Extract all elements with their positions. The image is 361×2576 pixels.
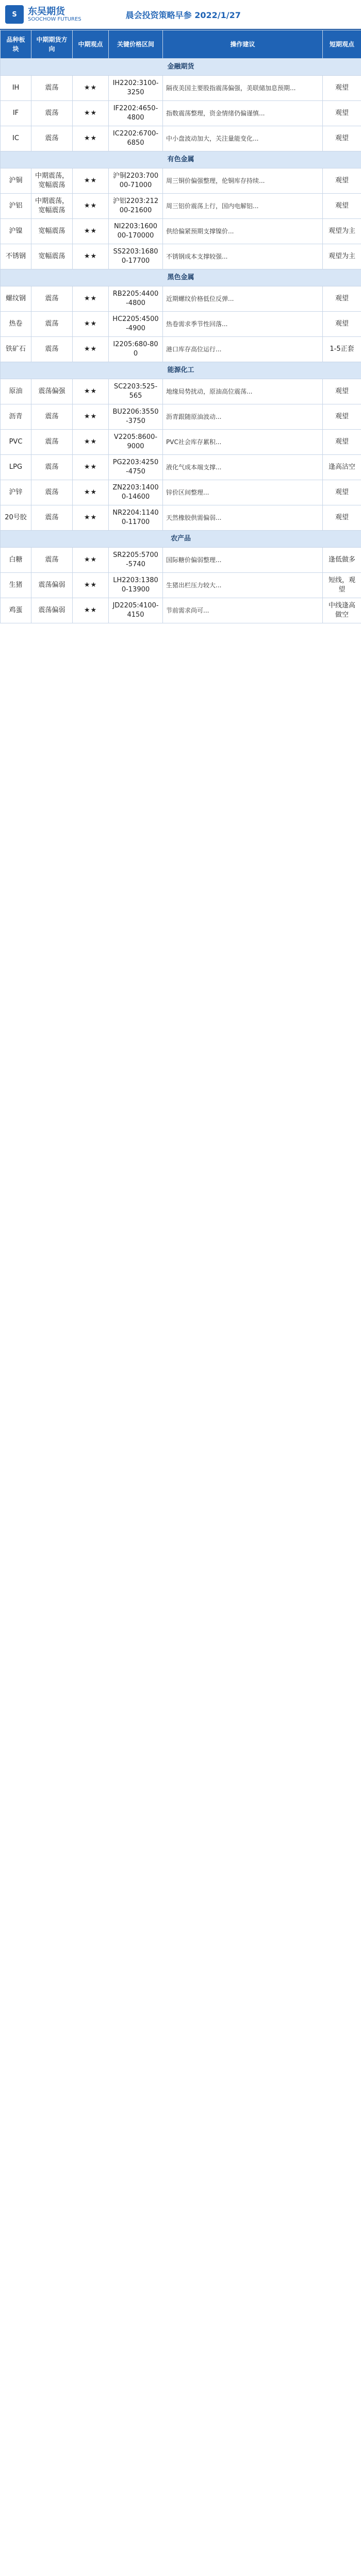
- range-cell: 沪铜2203:70000-71000: [109, 168, 163, 194]
- view-cell: 隔夜美国主要股指震荡偏强，美联储加息预期...: [163, 76, 323, 101]
- advice-cell: 观望: [323, 76, 361, 101]
- table-row: [1, 286, 361, 312]
- horizon-cell: 震荡: [31, 480, 73, 505]
- advice-cell: 逢低做多: [323, 548, 361, 573]
- range-cell: NR2204:11400-11700: [109, 505, 163, 531]
- product-cell: 原油: [1, 379, 31, 404]
- table-row: [1, 244, 361, 269]
- report-title: 晨会投资策略早参 2022/1/27: [125, 10, 241, 20]
- table-row: [1, 480, 361, 505]
- view-cell: 国际糖价偏弱整理...: [163, 548, 323, 573]
- advice-cell: 观望: [323, 379, 361, 404]
- section-row: [1, 531, 361, 548]
- table-row: [1, 404, 361, 430]
- horizon-cell: 震荡: [31, 337, 73, 362]
- table-body: [1, 59, 361, 623]
- col-stars: 中期观点: [73, 30, 109, 59]
- horizon-cell: 震荡: [31, 505, 73, 531]
- product-cell: 沪铜: [1, 168, 31, 194]
- advice-cell: 观望: [323, 286, 361, 312]
- strategy-table: [0, 30, 361, 623]
- range-cell: SC2203:525-565: [109, 379, 163, 404]
- company-logo: [5, 5, 81, 24]
- view-cell: 指数震荡整理，资金情绪仍偏谨慎...: [163, 101, 323, 126]
- table-row: [1, 219, 361, 244]
- advice-cell: 观望为主: [323, 219, 361, 244]
- section-title: 黑色金属: [1, 269, 361, 286]
- horizon-cell: 震荡: [31, 286, 73, 312]
- advice-cell: 观望: [323, 505, 361, 531]
- horizon-cell: 震荡偏弱: [31, 598, 73, 623]
- range-cell: 沪铝2203:21200-21600: [109, 194, 163, 219]
- table-row: [1, 573, 361, 598]
- advice-cell: 中线逢高做空: [323, 598, 361, 623]
- advice-cell: 观望: [323, 312, 361, 337]
- product-cell: 生猪: [1, 573, 31, 598]
- view-cell: 周三铝价震荡上行，国内电解铝...: [163, 194, 323, 219]
- product-cell: 不锈钢: [1, 244, 31, 269]
- advice-cell: 1-5正套: [323, 337, 361, 362]
- view-cell: 中小盘波动加大，关注量能变化...: [163, 126, 323, 151]
- table-row: [1, 312, 361, 337]
- range-cell: I2205:680-800: [109, 337, 163, 362]
- section-row: [1, 151, 361, 168]
- stars-cell: ★★: [73, 480, 109, 505]
- view-cell: 热卷需求季节性回落...: [163, 312, 323, 337]
- horizon-cell: 中期震荡，宽幅震荡: [31, 194, 73, 219]
- stars-cell: ★★: [73, 379, 109, 404]
- range-cell: SR2205:5700-5740: [109, 548, 163, 573]
- col-range: 关键价格区间: [109, 30, 163, 59]
- view-cell: 沥青跟随原油波动...: [163, 404, 323, 430]
- stars-cell: ★★: [73, 430, 109, 455]
- table-row: [1, 505, 361, 531]
- stars-cell: ★★: [73, 244, 109, 269]
- stars-cell: ★★: [73, 598, 109, 623]
- stars-cell: ★★: [73, 455, 109, 480]
- advice-cell: 观望: [323, 126, 361, 151]
- horizon-cell: 宽幅震荡: [31, 219, 73, 244]
- logo-mark-icon: S: [5, 5, 24, 24]
- table-row: [1, 168, 361, 194]
- advice-cell: 观望: [323, 480, 361, 505]
- product-cell: 铁矿石: [1, 337, 31, 362]
- advice-cell: 观望为主: [323, 244, 361, 269]
- product-cell: 20号胶: [1, 505, 31, 531]
- view-cell: 生猪出栏压力较大...: [163, 573, 323, 598]
- range-cell: JD2205:4100-4150: [109, 598, 163, 623]
- range-cell: SS2203:16800-17700: [109, 244, 163, 269]
- horizon-cell: 震荡: [31, 455, 73, 480]
- product-cell: 热卷: [1, 312, 31, 337]
- section-row: [1, 269, 361, 286]
- stars-cell: ★★: [73, 168, 109, 194]
- view-cell: PVC社会库存累积...: [163, 430, 323, 455]
- view-cell: 地缘局势扰动，原油高位震荡...: [163, 379, 323, 404]
- product-cell: 鸡蛋: [1, 598, 31, 623]
- range-cell: BU2206:3550-3750: [109, 404, 163, 430]
- product-cell: 沥青: [1, 404, 31, 430]
- stars-cell: ★★: [73, 312, 109, 337]
- table-row: [1, 548, 361, 573]
- range-cell: HC2205:4500-4900: [109, 312, 163, 337]
- range-cell: LH2203:13800-13900: [109, 573, 163, 598]
- product-cell: 白糖: [1, 548, 31, 573]
- advice-cell: 逢高沽空: [323, 455, 361, 480]
- product-cell: 沪铝: [1, 194, 31, 219]
- view-cell: 液化气成本端支撑...: [163, 455, 323, 480]
- product-cell: IC: [1, 126, 31, 151]
- range-cell: IF2202:4650-4800: [109, 101, 163, 126]
- horizon-cell: 震荡: [31, 404, 73, 430]
- range-cell: NI2203:160000-170000: [109, 219, 163, 244]
- section-title: 能源化工: [1, 362, 361, 379]
- view-cell: 锌价区间整理...: [163, 480, 323, 505]
- stars-cell: ★★: [73, 101, 109, 126]
- table-row: [1, 101, 361, 126]
- range-cell: IC2202:6700-6850: [109, 126, 163, 151]
- view-cell: 港口库存高位运行...: [163, 337, 323, 362]
- table-row: [1, 430, 361, 455]
- stars-cell: ★★: [73, 548, 109, 573]
- stars-cell: ★★: [73, 404, 109, 430]
- advice-cell: 观望: [323, 430, 361, 455]
- table-row: [1, 194, 361, 219]
- col-advice: 短期观点: [323, 30, 361, 59]
- horizon-cell: 宽幅震荡: [31, 244, 73, 269]
- table-row: [1, 598, 361, 623]
- view-cell: 节前需求尚可...: [163, 598, 323, 623]
- product-cell: 沪锌: [1, 480, 31, 505]
- view-cell: 近期螺纹价格低位反弹...: [163, 286, 323, 312]
- product-cell: IH: [1, 76, 31, 101]
- section-title: 金融期货: [1, 59, 361, 76]
- stars-cell: ★★: [73, 505, 109, 531]
- view-cell: 供给偏紧预期支撑镍价...: [163, 219, 323, 244]
- col-product: 品种板块: [1, 30, 31, 59]
- product-cell: LPG: [1, 455, 31, 480]
- stars-cell: ★★: [73, 126, 109, 151]
- logo-en: SOOCHOW FUTURES: [28, 16, 81, 22]
- horizon-cell: 震荡: [31, 101, 73, 126]
- stars-cell: ★★: [73, 76, 109, 101]
- advice-cell: 观望: [323, 404, 361, 430]
- section-row: [1, 59, 361, 76]
- stars-cell: ★★: [73, 286, 109, 312]
- product-cell: 沪镍: [1, 219, 31, 244]
- advice-cell: 观望: [323, 168, 361, 194]
- table-row: [1, 126, 361, 151]
- section-title: 有色金属: [1, 151, 361, 168]
- horizon-cell: 震荡: [31, 126, 73, 151]
- product-cell: IF: [1, 101, 31, 126]
- stars-cell: ★★: [73, 337, 109, 362]
- view-cell: 天然橡胶供需偏弱...: [163, 505, 323, 531]
- col-view: 操作建议: [163, 30, 323, 59]
- section-row: [1, 362, 361, 379]
- range-cell: V2205:8600-9000: [109, 430, 163, 455]
- range-cell: IH2202:3100-3250: [109, 76, 163, 101]
- logo-text: [28, 7, 81, 22]
- product-cell: PVC: [1, 430, 31, 455]
- advice-cell: 短线，观望: [323, 573, 361, 598]
- table-row: [1, 337, 361, 362]
- horizon-cell: 震荡: [31, 548, 73, 573]
- view-cell: 周三铜价偏强整理，伦铜库存持续...: [163, 168, 323, 194]
- stars-cell: ★★: [73, 194, 109, 219]
- section-title: 农产品: [1, 531, 361, 548]
- horizon-cell: 震荡: [31, 76, 73, 101]
- stars-cell: ★★: [73, 573, 109, 598]
- range-cell: PG2203:4250-4750: [109, 455, 163, 480]
- report-header: [0, 0, 361, 30]
- horizon-cell: 震荡偏弱: [31, 573, 73, 598]
- stars-cell: ★★: [73, 219, 109, 244]
- horizon-cell: 震荡偏强: [31, 379, 73, 404]
- horizon-cell: 震荡: [31, 430, 73, 455]
- advice-cell: 观望: [323, 194, 361, 219]
- advice-cell: 观望: [323, 101, 361, 126]
- horizon-cell: 震荡: [31, 312, 73, 337]
- table-header-row: [1, 30, 361, 59]
- range-cell: ZN2203:14000-14600: [109, 480, 163, 505]
- horizon-cell: 中期震荡，宽幅震荡: [31, 168, 73, 194]
- table-row: [1, 455, 361, 480]
- range-cell: RB2205:4400-4800: [109, 286, 163, 312]
- view-cell: 不锈钢成本支撑较强...: [163, 244, 323, 269]
- logo-cn: 东吴期货: [28, 6, 65, 17]
- table-row: [1, 379, 361, 404]
- col-horizon: 中期期货方向: [31, 30, 73, 59]
- product-cell: 螺纹钢: [1, 286, 31, 312]
- table-row: [1, 76, 361, 101]
